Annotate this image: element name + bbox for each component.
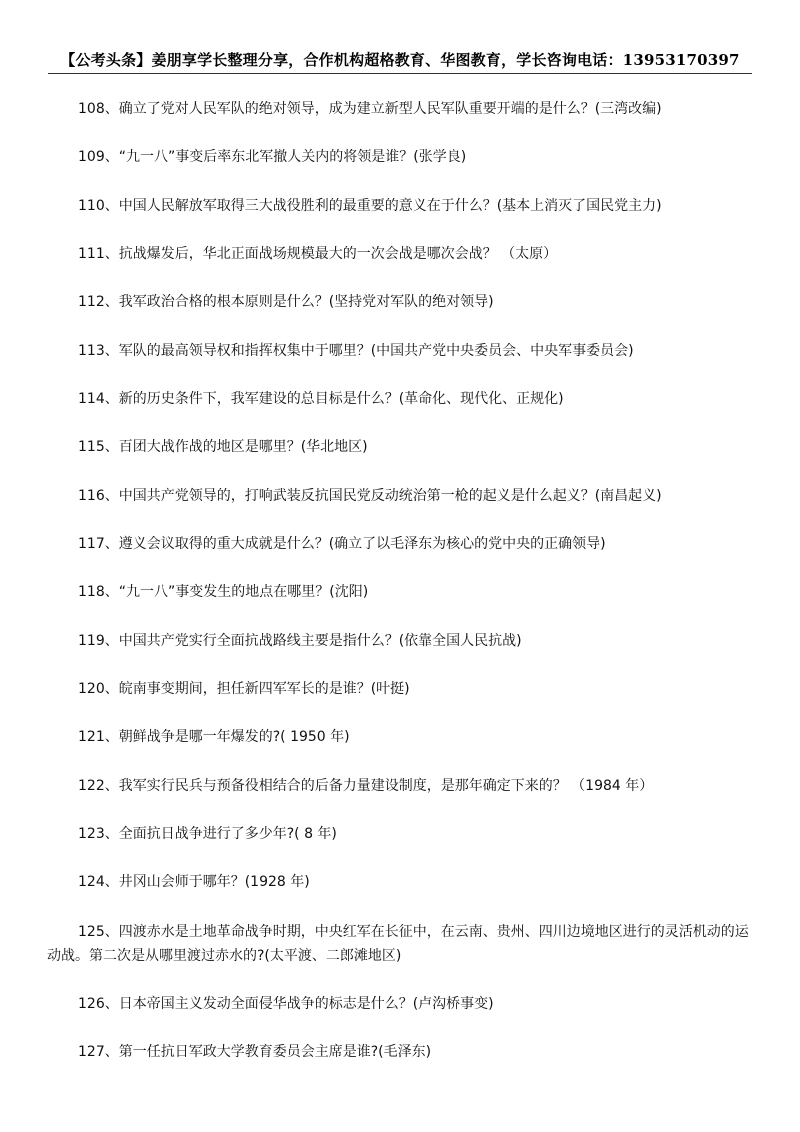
question-item: 115、百团大战作战的地区是哪里？(华北地区) — [78, 439, 368, 455]
question-item: 118、“九一八”事变发生的地点在哪里？(沈阳) — [78, 584, 369, 600]
question-item: 116、中国共产党领导的，打响武装反抗国民党反动统治第一枪的起义是什么起义？(南昌起义) — [78, 488, 662, 504]
question-item: 127、第一任抗日军政大学教育委员会主席是谁?(毛泽东) — [78, 1044, 432, 1060]
question-item: 112、我军政治合格的根本原则是什么？(坚持党对军队的绝对领导) — [78, 294, 494, 310]
question-item: 111、抗战爆发后，华北正面战场规模最大的一次会战是哪次会战？ （太原） — [78, 246, 558, 262]
question-item: 110、中国人民解放军取得三大战役胜利的最重要的意义在于什么？(基本上消灭了国民党主力) — [78, 198, 662, 214]
question-item: 114、新的历史条件下，我军建设的总目标是什么？(革命化、现代化、正规化) — [78, 391, 564, 407]
question-item: 120、皖南事变期间，担任新四军军长的是谁？(叶挺) — [78, 681, 410, 697]
question-item: 122、我军实行民兵与预备役相结合的后备力量建设制度，是那年确定下来的？ （1984 年） — [78, 778, 654, 794]
question-item: 121、朝鲜战争是哪一年爆发的?( 1950 年) — [78, 729, 350, 745]
question-item: 117、遵义会议取得的重大成就是什么？(确立了以毛泽东为核心的党中央的正确领导) — [78, 536, 606, 552]
question-item: 126、日本帝国主义发动全面侵华战争的标志是什么？(卢沟桥事变) — [78, 996, 494, 1012]
question-item: 119、中国共产党实行全面抗战路线主要是指什么？(依靠全国人民抗战) — [78, 633, 522, 649]
question-item: 123、全面抗日战争进行了多少年?( 8 年) — [78, 826, 337, 842]
header-text: 【公考头条】姜朋享学长整理分享，合作机构超格教育、华图教育，学长咨询电话：13953170397 — [60, 51, 740, 69]
question-line-2: 动战。第二次是从哪里渡过赤水的?(太平渡、二郎滩地区) — [47, 948, 402, 964]
question-item-multiline — [47, 920, 758, 968]
question-line-1: 125、四渡赤水是土地革命战争时期，中央红军在长征中，在云南、贵州、四川边境地区进行的灵活机动的运 — [78, 924, 749, 940]
question-item: 113、军队的最高领导权和指挥权集中于哪里？(中国共产党中央委员会、中央军事委员会) — [78, 343, 634, 359]
question-item: 124、井冈山会师于哪年？(1928 年) — [78, 874, 310, 890]
question-item: 109、“九一八”事变后率东北军撤人关内的将领是谁？(张学良) — [78, 149, 467, 165]
question-item: 108、确立了党对人民军队的绝对领导，成为建立新型人民军队重要开端的是什么？(三湾改编) — [78, 101, 662, 117]
